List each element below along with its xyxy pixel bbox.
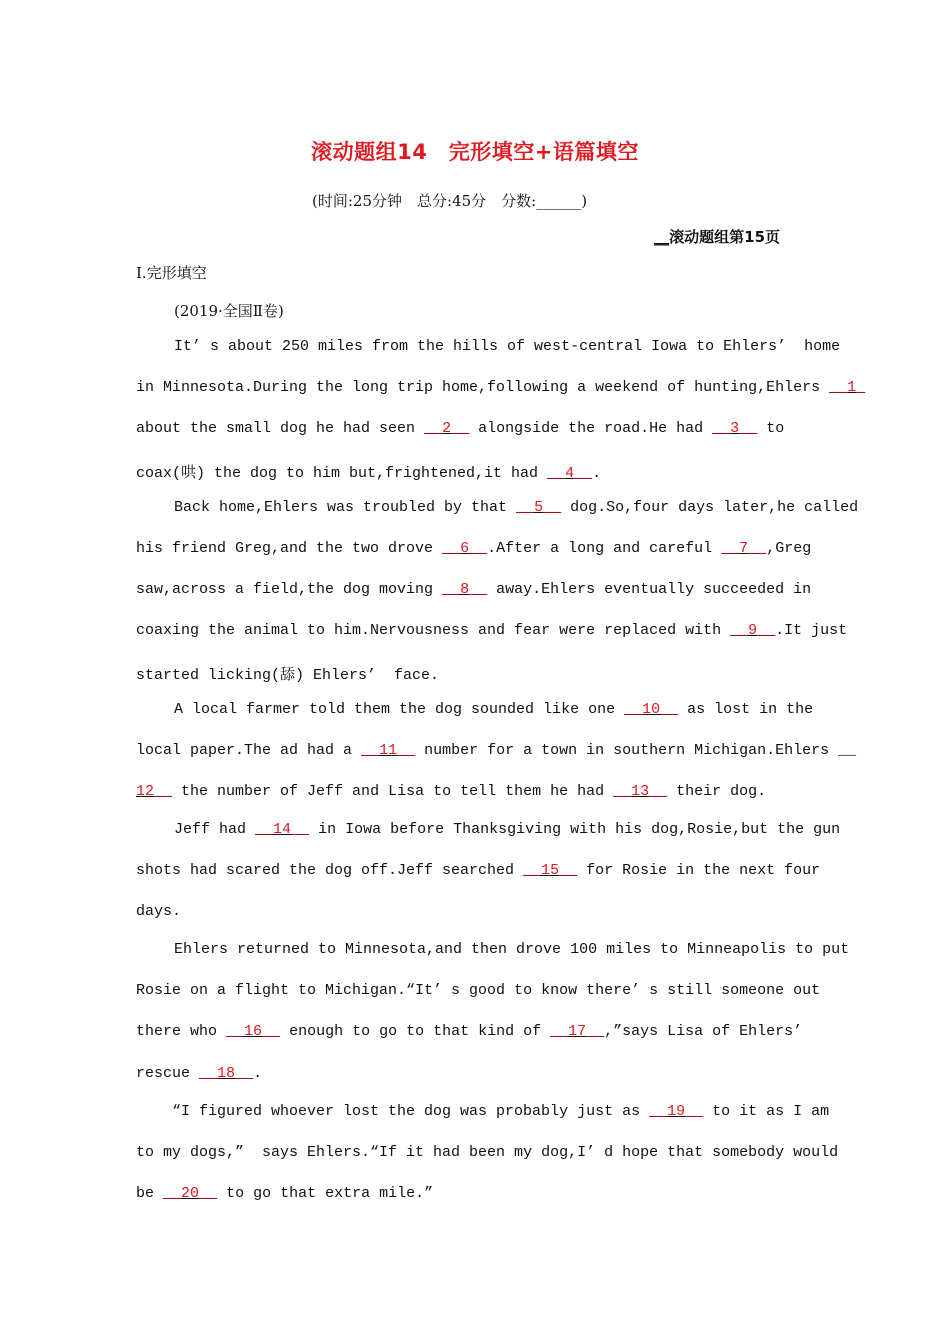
blank-19: __19__ <box>649 1103 704 1120</box>
blank-10: __10__ <box>624 701 679 718</box>
text-line: his friend Greg,and the two drove __6__.After a long and careful __7__,Greg <box>136 540 812 557</box>
text-line: be __20__ to go that extra mile.” <box>136 1185 434 1202</box>
blank-8: __8__ <box>442 581 488 598</box>
text-line: It’ s about 250 miles from the hills of west-central Iowa to Ehlers’ home <box>174 338 841 355</box>
blank-12: 12__ <box>136 783 173 800</box>
text-line: “I figured whoever lost the dog was probably just as __19__ to it as I am <box>172 1103 830 1120</box>
blank-14: __14__ <box>255 821 310 838</box>
reference-text: 滚动题组第15页 <box>669 228 780 246</box>
text-line: A local farmer told them the dog sounded like one __10__ as lost in the <box>174 701 814 718</box>
text-line: in Minnesota.During the long trip home,following a weekend of hunting,Ehlers __1_ <box>136 379 866 396</box>
text-line: Back home,Ehlers was troubled by that __5__ dog.So,four days later,he called <box>174 499 859 516</box>
text-line: coaxing the animal to him.Nervousness and fear were replaced with __9__.It just <box>136 622 848 639</box>
text-line: there who __16__ enough to go to that kind of __17__,”says Lisa of Ehlers’ <box>136 1023 803 1040</box>
blank-15: __15__ <box>523 862 578 879</box>
blank-4: __4__ <box>547 465 593 482</box>
text-line: to my dogs,” says Ehlers.“If it had been my dog,I’ d hope that somebody would <box>136 1144 839 1161</box>
source-note: (2019·全国Ⅱ卷) <box>174 302 284 320</box>
text-line: days. <box>136 903 182 920</box>
blank-5: __5__ <box>516 499 562 516</box>
text-line: coax(哄) the dog to him but,frightened,it had __4__. <box>136 465 602 482</box>
text-line: Rosie on a flight to Michigan.“It’ s good to know there’ s still someone out <box>136 982 821 999</box>
section-heading: Ⅰ.完形填空 <box>136 264 207 282</box>
page-title: 滚动题组14 完形填空+语篇填空 <box>311 140 639 164</box>
blank-6: __6__ <box>442 540 488 557</box>
blank-7: __7__ <box>721 540 767 557</box>
text-line: shots had scared the dog off.Jeff searched __15__ for Rosie in the next four <box>136 862 821 879</box>
reference-blank: __ <box>654 228 670 246</box>
text-line: rescue __18__. <box>136 1065 263 1082</box>
blank-17: __17__ <box>550 1023 605 1040</box>
blank-9: __9__ <box>730 622 776 639</box>
blank-1: __1_ <box>829 379 866 396</box>
blank-2: __2__ <box>424 420 470 437</box>
text-line: about the small dog he had seen __2__ alongside the road.He had __3__ to <box>136 420 785 437</box>
blank-18: __18__ <box>199 1065 254 1082</box>
exam-meta: (时间:25分钟 总分:45分 分数:______) <box>312 192 588 210</box>
text-line: 12__ the number of Jeff and Lisa to tell them he had __13__ their dog. <box>136 783 767 800</box>
text-line: Jeff had __14__ in Iowa before Thanksgiving with his dog,Rosie,but the gun <box>174 821 841 838</box>
blank-11: __11__ <box>361 742 416 759</box>
text-line: local paper.The ad had a __11__ number for a town in southern Michigan.Ehlers __ <box>136 742 857 759</box>
text-line: started licking(舔) Ehlers’ face. <box>136 667 440 684</box>
blank-13: __13__ <box>613 783 668 800</box>
blank-16: __16__ <box>226 1023 281 1040</box>
page-reference <box>654 226 780 247</box>
text-line: saw,across a field,the dog moving __8__ away.Ehlers eventually succeeded in <box>136 581 812 598</box>
blank-3: __3__ <box>712 420 758 437</box>
blank-20: __20__ <box>163 1185 218 1202</box>
text-line: Ehlers returned to Minnesota,and then drove 100 miles to Minneapolis to put <box>174 941 850 958</box>
